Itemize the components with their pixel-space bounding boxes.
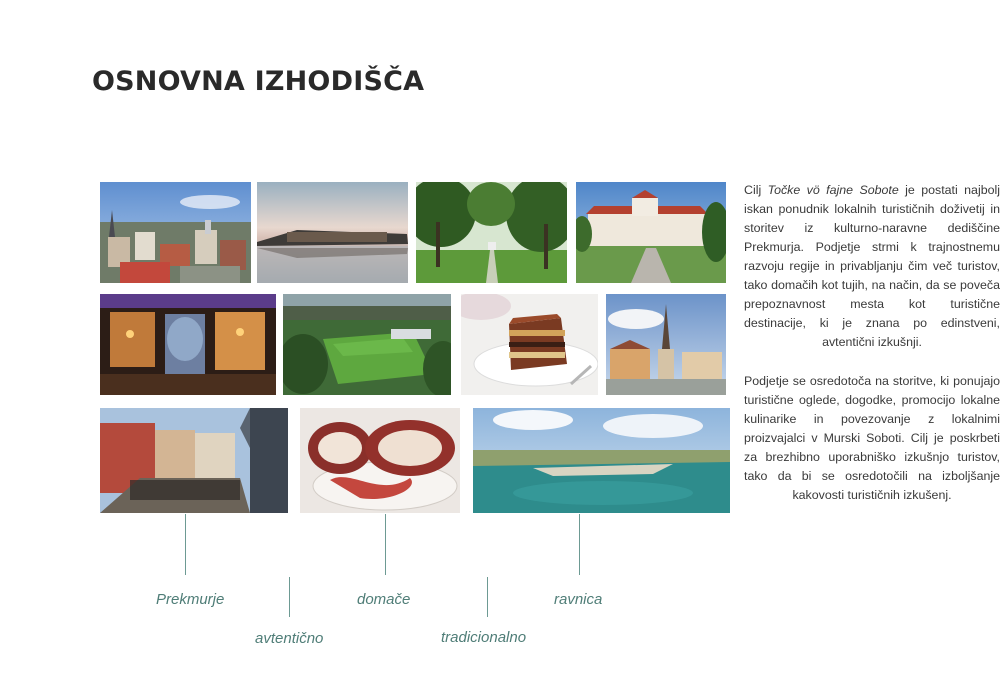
keyword-avtenticno: avtentično — [255, 630, 324, 647]
connector-line-domace — [385, 514, 386, 575]
photo-main-square — [100, 408, 288, 513]
connector-line-avtenticno — [289, 577, 290, 617]
photo-stadium-aerial — [283, 294, 451, 395]
photo-church — [606, 294, 726, 395]
keyword-tradicionalno: tradicionalno — [441, 629, 527, 646]
keyword-ravnica: ravnica — [554, 591, 603, 608]
focus-paragraph: Podjetje se osredotoča na storitve, ki ponujajo turistične oglede, dogodke, promocijo lokalne kulinarike in povezovanje z lokalnimi proizvajalci v Murski Soboti. Cilj je poskrbeti za brezhibno uporabniško izkušnjo turistov, tako da bi se osredotočili na izboljšanje kakovosti turističnih izkušenj. — [744, 374, 1000, 502]
connector-line-ravnica — [579, 514, 580, 575]
connector-line-tradicionalno — [487, 577, 488, 617]
intro-paragraph: Cilj Točke vö fajne Sobote je postati najbolj iskan ponudnik lokalnih turističnih doživetij in storitev iz kulturno-naravne dediščine Prekmurja. Podjetje strmi k trajnostnemu razvoju regije in privabljanju čim več turistov, tako domačih kot tujih, na način, da se poveča prepoznavnost mesta kot turistične destinacije, ki je znana po edinstveni, avtentični izkušnji. — [744, 183, 1000, 349]
photo-lake-aerial — [473, 408, 730, 513]
photo-castle — [576, 182, 726, 283]
keyword-domace: domače — [357, 591, 411, 608]
photo-cake — [461, 294, 598, 395]
keyword-prekmurje: Prekmurje — [156, 591, 225, 608]
photo-prosciutto — [300, 408, 460, 513]
photo-night-terrace — [100, 294, 276, 395]
connector-line-prekmurje — [185, 514, 186, 575]
photo-park-alley — [416, 182, 567, 283]
page-title: OSNOVNA IZHODIŠČA — [92, 66, 425, 97]
photo-lake-building — [257, 182, 408, 283]
brand-name: Točke vö fajne Sobote — [767, 183, 899, 197]
photo-city-aerial — [100, 182, 251, 283]
